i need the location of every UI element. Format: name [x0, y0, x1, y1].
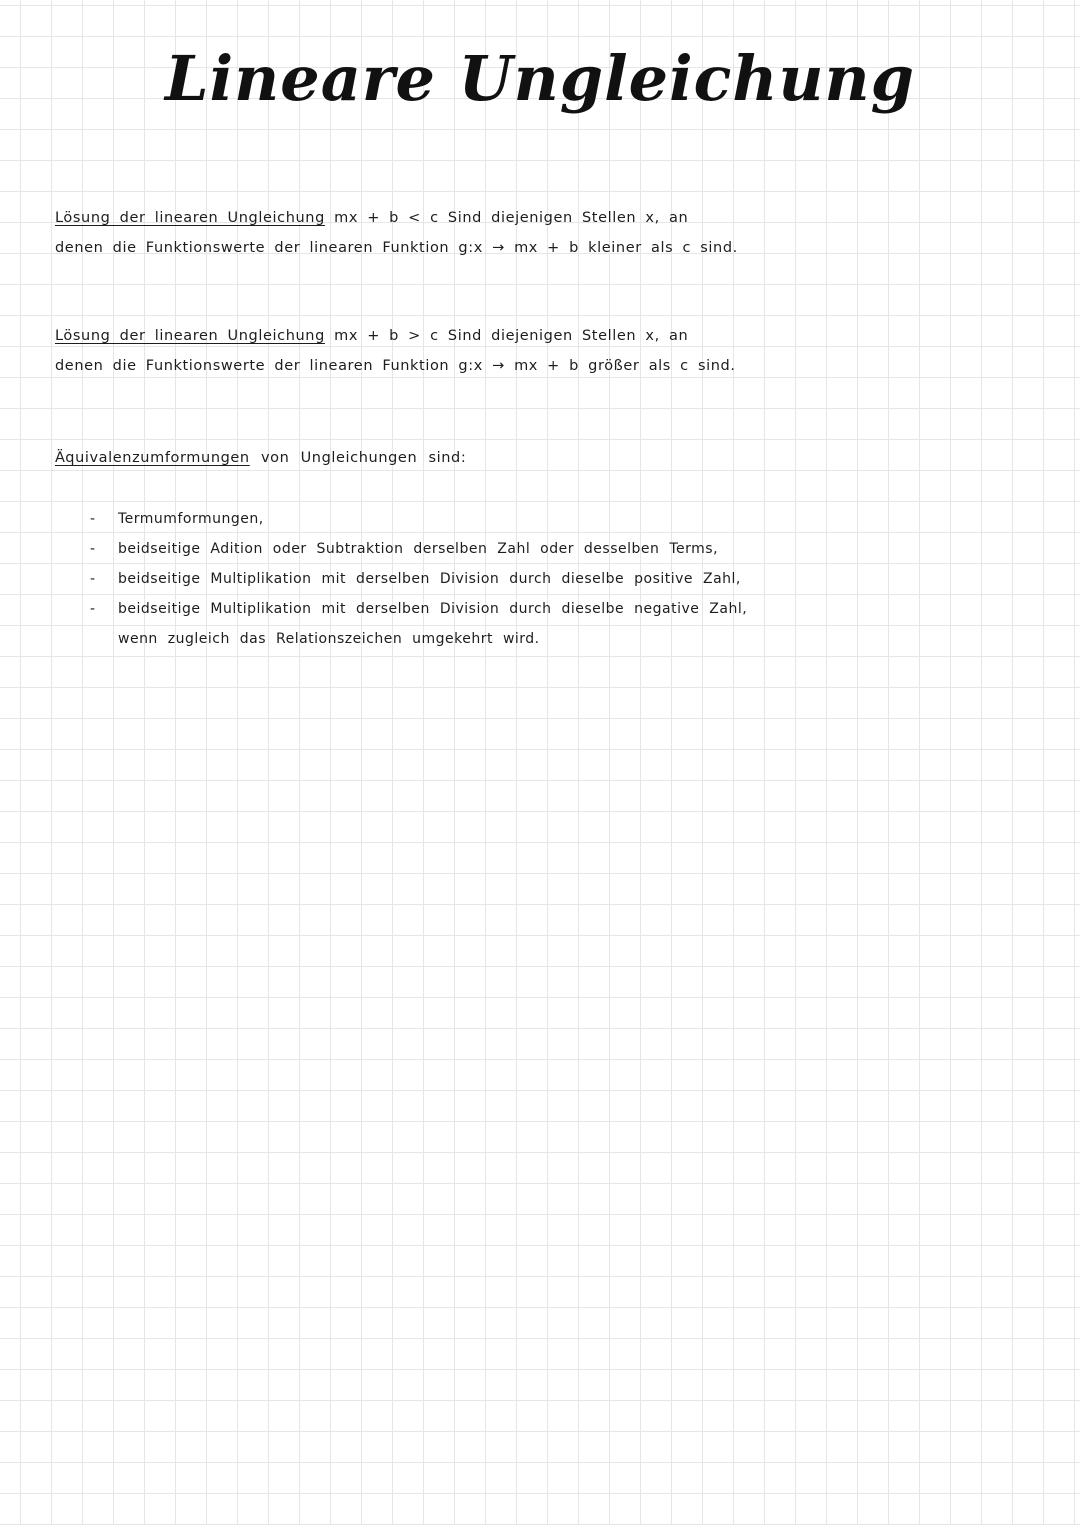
definition-less-than	[55, 210, 955, 270]
definition-term: Lösung der linearen Ungleichung	[55, 210, 325, 226]
list-item	[90, 541, 1050, 571]
equivalence-heading-term: Äquivalenzumformungen	[55, 450, 250, 466]
definition-term: Lösung der linearen Ungleichung	[55, 328, 325, 344]
dash-bullet-icon: -	[90, 541, 96, 557]
definition-line: denen die Funktionswerte der linearen Funktion g:x → mx + b größer als c sind.	[55, 358, 736, 374]
definition-line	[55, 210, 955, 240]
definition-text: mx + b > c Sind diejenigen Stellen x, an	[324, 328, 689, 344]
equivalence-heading-text: von Ungleichungen sind:	[249, 450, 467, 466]
page-title: Lineare Ungleichung	[165, 42, 915, 115]
definition-line	[55, 328, 955, 358]
list-item-text: beidseitige Multiplikation mit derselben Division durch dieselbe negative Zahl,	[118, 601, 748, 617]
equivalence-list	[90, 511, 1050, 661]
list-item-text: beidseitige Adition oder Subtraktion derselben Zahl oder desselben Terms,	[118, 541, 719, 557]
list-item	[90, 571, 1050, 601]
equivalence-heading	[55, 450, 466, 466]
definition-text: mx + b < c Sind diejenigen Stellen x, an	[324, 210, 689, 226]
list-item-text: beidseitige Multiplikation mit derselben Division durch dieselbe positive Zahl,	[118, 571, 741, 587]
dash-bullet-icon: -	[90, 511, 96, 527]
list-item	[90, 601, 1050, 631]
dash-bullet-icon: -	[90, 601, 96, 617]
list-item-continuation: wenn zugleich das Relationszeichen umgekehrt wird.	[118, 631, 540, 647]
definition-line: denen die Funktionswerte der linearen Funktion g:x → mx + b kleiner als c sind.	[55, 240, 738, 256]
list-item	[90, 511, 1050, 541]
dash-bullet-icon: -	[90, 571, 96, 587]
list-item-text: Termumformungen,	[118, 511, 264, 527]
definition-greater-than	[55, 328, 955, 388]
